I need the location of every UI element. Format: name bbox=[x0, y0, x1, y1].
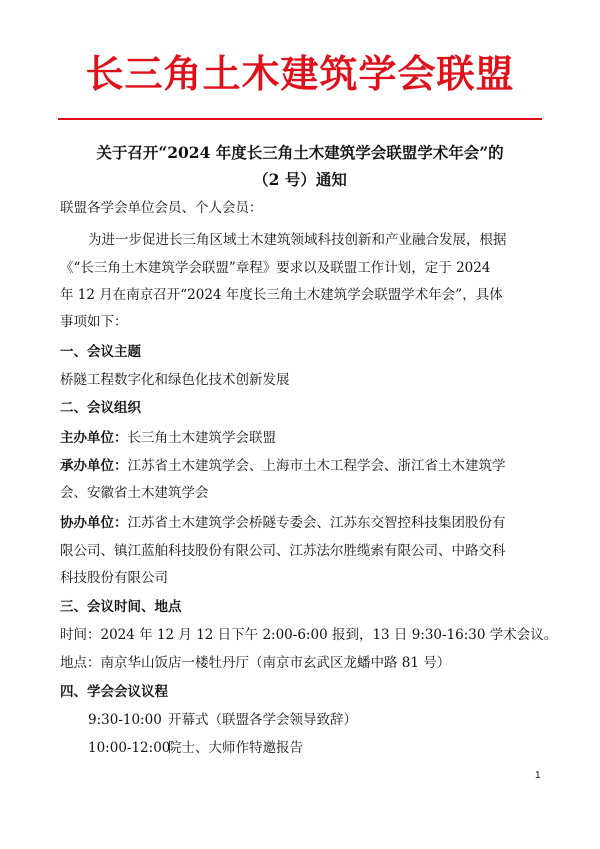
intro-paragraph-line-1: 为进一步促进长三角区域土木建筑领域科技创新和产业融合发展，根据 bbox=[88, 232, 507, 248]
undertaking-unit-line-2: 会、安徽省土木建筑学会 bbox=[60, 485, 209, 501]
notice-title-line-2: （2 号）通知 bbox=[253, 170, 347, 189]
section-time-place-heading: 三、会议时间、地点 bbox=[60, 599, 182, 615]
agenda-description: 开幕式（联盟各学会领导致辞） bbox=[168, 712, 357, 728]
host-unit-label: 主办单位： bbox=[60, 430, 128, 446]
intro-paragraph-line-3: 年 12 月在南京召开“2024 年度长三角土木建筑学会联盟学术年会”，具体 bbox=[60, 287, 503, 303]
agenda-time: 10:00-12:00 bbox=[88, 740, 171, 756]
co-organizer-label: 协办单位： bbox=[60, 515, 128, 531]
page-number: 1 bbox=[535, 770, 541, 781]
section-theme-text: 桥隧工程数字化和绿色化技术创新发展 bbox=[60, 372, 290, 388]
co-organizer-line-3: 科技股份有限公司 bbox=[60, 570, 168, 586]
salutation: 联盟各学会单位会员、个人会员： bbox=[60, 200, 263, 216]
meeting-time-text: 时间：2024 年 12 月 12 日下午 2:00-6:00 报到，13 日 9:30-16:30 学术会议。 bbox=[60, 627, 558, 643]
intro-paragraph-line-4: 事项如下： bbox=[60, 314, 128, 330]
agenda-time: 9:30-10:00 bbox=[88, 712, 162, 728]
agenda-item bbox=[88, 710, 357, 730]
co-organizer-text-1: 江苏省土木建筑学会桥隧专委会、江苏东交智控科技集团股份有 bbox=[127, 515, 506, 531]
undertaking-unit-text-1: 江苏省土木建筑学会、上海市土木工程学会、浙江省土木建筑学 bbox=[127, 458, 506, 474]
co-organizer-line-2: 限公司、镇江蓝舶科技股份有限公司、江苏法尔胜缆索有限公司、中路交科 bbox=[60, 543, 506, 559]
host-unit-text: 长三角土木建筑学会联盟 bbox=[127, 430, 276, 446]
notice-title-line-1: 关于召开“2024 年度长三角土木建筑学会联盟学术年会”的 bbox=[96, 143, 504, 162]
agenda-description: 院士、大师作特邀报告 bbox=[168, 740, 303, 756]
undertaking-unit-line-1 bbox=[60, 456, 506, 476]
section-theme-heading: 一、会议主题 bbox=[60, 344, 141, 360]
host-unit-line bbox=[60, 428, 276, 448]
letterhead-divider bbox=[58, 118, 542, 120]
co-organizer-line-1 bbox=[60, 513, 506, 533]
undertaking-unit-label: 承办单位： bbox=[60, 458, 128, 474]
meeting-place-text: 地点：南京华山饭店一楼牡丹厅（南京市玄武区龙蟠中路 81 号） bbox=[60, 655, 451, 671]
section-organization-heading: 二、会议组织 bbox=[60, 400, 141, 416]
org-letterhead-title: 长三角土木建筑学会联盟 bbox=[85, 52, 515, 96]
agenda-item bbox=[88, 738, 303, 758]
section-agenda-heading: 四、学会会议议程 bbox=[60, 684, 168, 700]
intro-paragraph-line-2: 《“长三角土木建筑学会联盟”章程》要求以及联盟工作计划，定于 2024 bbox=[60, 260, 491, 276]
